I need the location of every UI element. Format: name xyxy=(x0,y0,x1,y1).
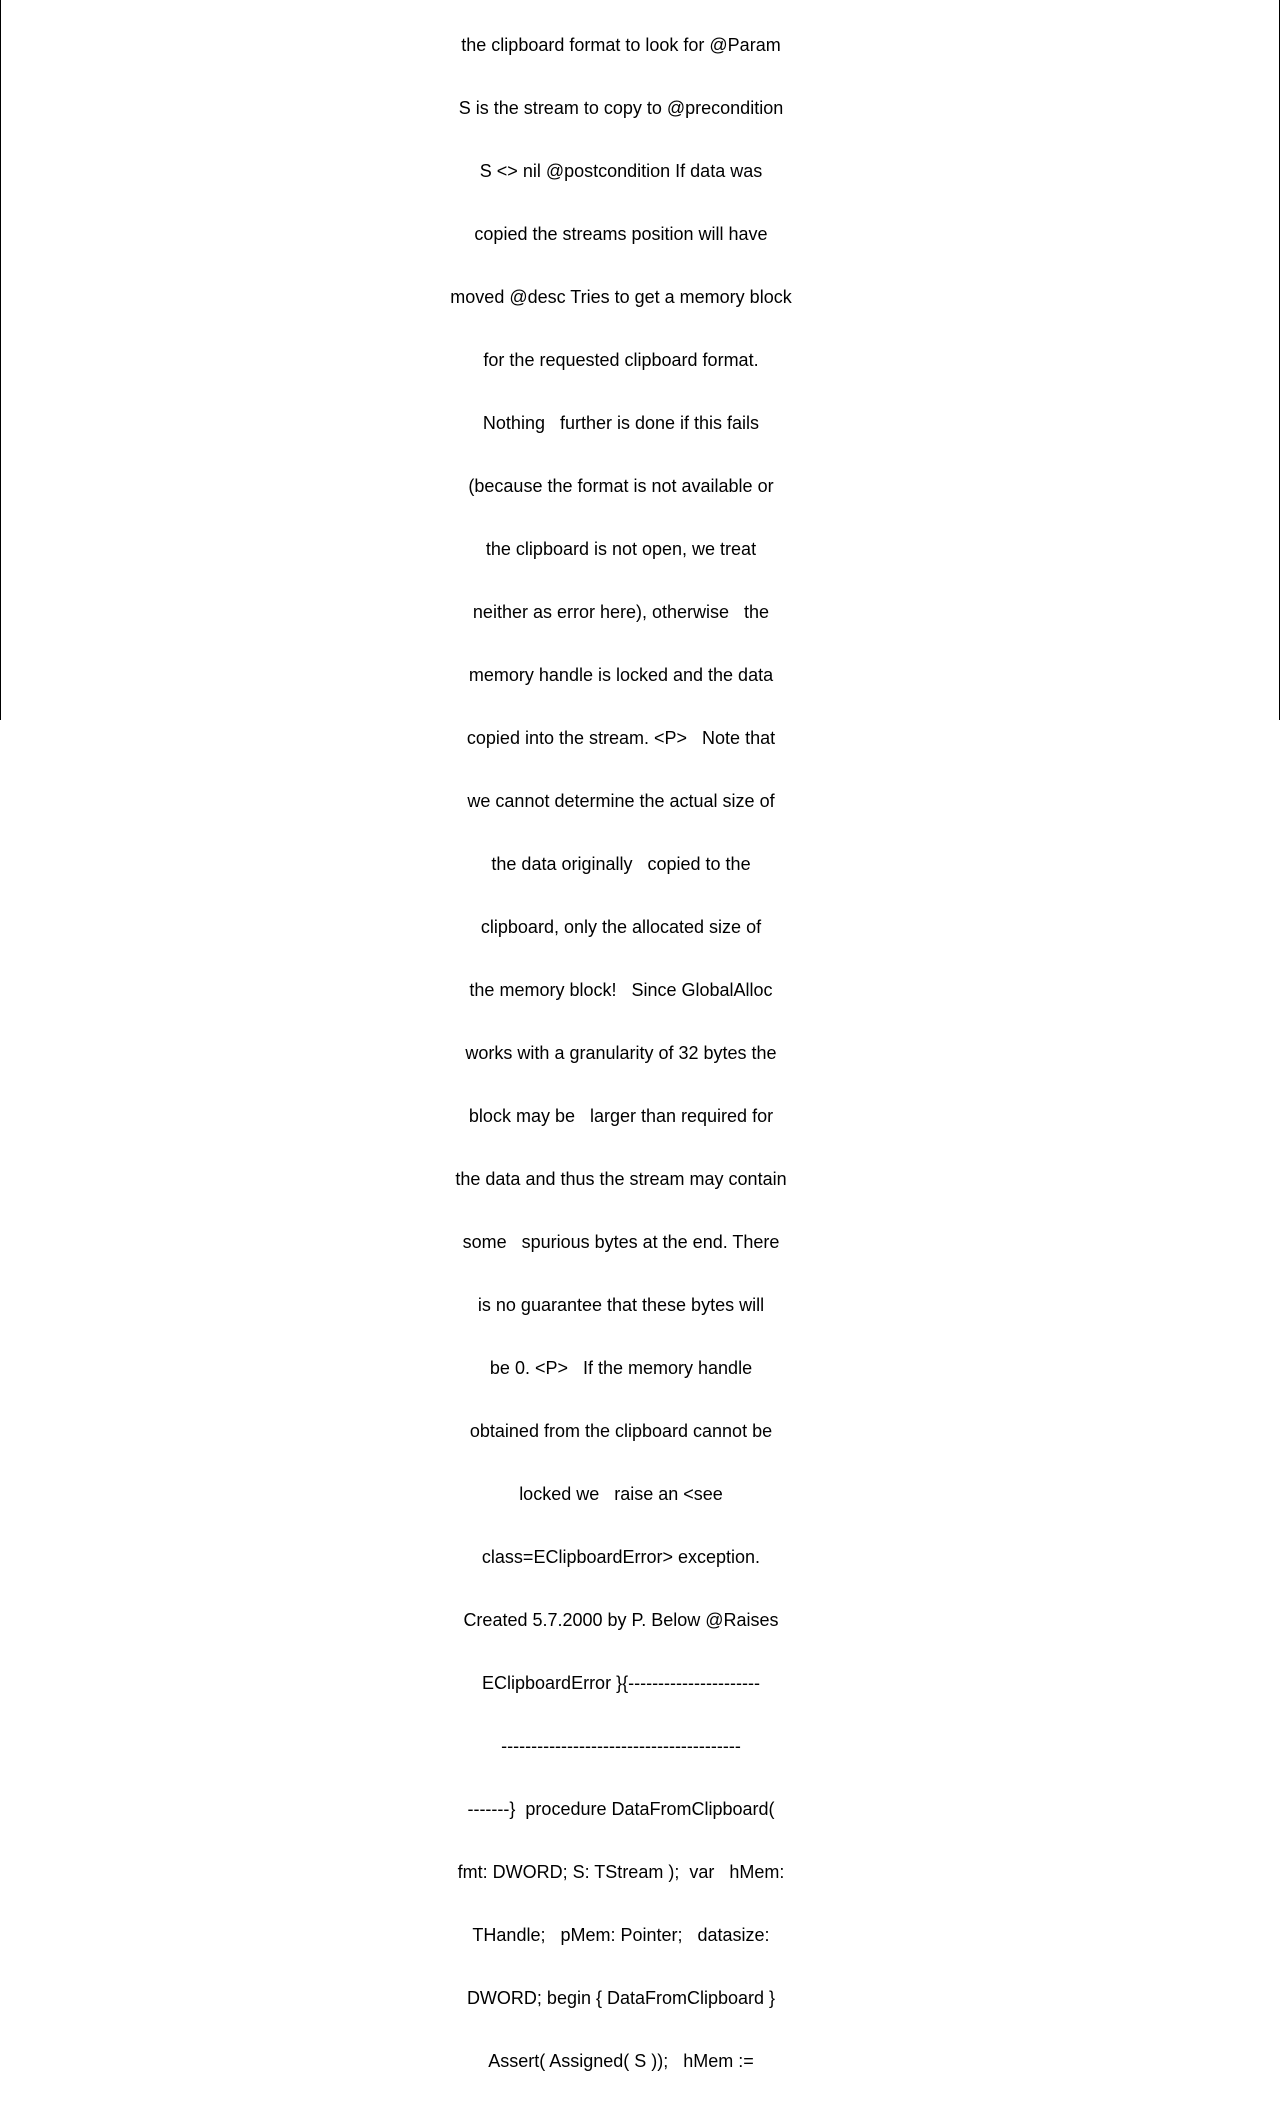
text-line: Created 5.7.2000 by P. Below @Raises xyxy=(463,1610,779,1630)
text-line: Nothing further is done if this fails xyxy=(482,413,760,433)
text-line: copied into the stream. <P> Note that xyxy=(466,728,776,748)
text-line: S <> nil @postcondition If data was xyxy=(479,161,763,181)
text-line: works with a granularity of 32 bytes the xyxy=(465,1043,777,1063)
text-line: THandle; pMem: Pointer; datasize: xyxy=(472,1925,770,1945)
text-line: the data originally copied to the xyxy=(491,854,751,874)
text-line: class=EClipboardError> exception. xyxy=(481,1547,761,1567)
text-line: ---------------------------------------- xyxy=(501,1736,741,1756)
text-line: (because the format is not available or xyxy=(468,476,774,496)
text-line: for the requested clipboard format. xyxy=(483,350,759,370)
text-line: is no guarantee that these bytes will xyxy=(477,1295,765,1315)
text-line: locked we raise an <see xyxy=(519,1484,723,1504)
text-line: block may be larger than required for xyxy=(468,1106,774,1126)
text-line: moved @desc Tries to get a memory block xyxy=(450,287,792,307)
text-line: DWORD; begin { DataFromClipboard } xyxy=(466,1988,776,2008)
text-line: clipboard, only the allocated size of xyxy=(480,917,762,937)
text-line: EClipboardError }{---------------------- xyxy=(482,1673,760,1693)
text-line: the memory block! Since GlobalAlloc xyxy=(469,980,773,1000)
text-line: some spurious bytes at the end. There xyxy=(462,1232,780,1252)
text-line: be 0. <P> If the memory handle xyxy=(489,1358,753,1378)
text-line: obtained from the clipboard cannot be xyxy=(469,1421,773,1441)
text-line: we cannot determine the actual size of xyxy=(467,791,775,811)
text-line: the clipboard format to look for @Param xyxy=(461,35,781,55)
code-comment-text xyxy=(441,0,801,2114)
document-viewport[interactable] xyxy=(1,0,1279,2071)
text-line: S is the stream to copy to @precondition xyxy=(458,98,784,118)
text-line: the clipboard is not open, we treat xyxy=(485,539,757,559)
text-line: the data and thus the stream may contain xyxy=(455,1169,787,1189)
text-line: -------} procedure DataFromClipboard( xyxy=(467,1799,775,1819)
text-line: Assert( Assigned( S )); hMem := xyxy=(488,2051,754,2071)
text-line: neither as error here), otherwise the xyxy=(472,602,770,622)
text-line: memory handle is locked and the data xyxy=(468,665,774,685)
text-line: copied the streams position will have xyxy=(474,224,768,244)
text-line: fmt: DWORD; S: TStream ); var hMem: xyxy=(457,1862,785,1882)
